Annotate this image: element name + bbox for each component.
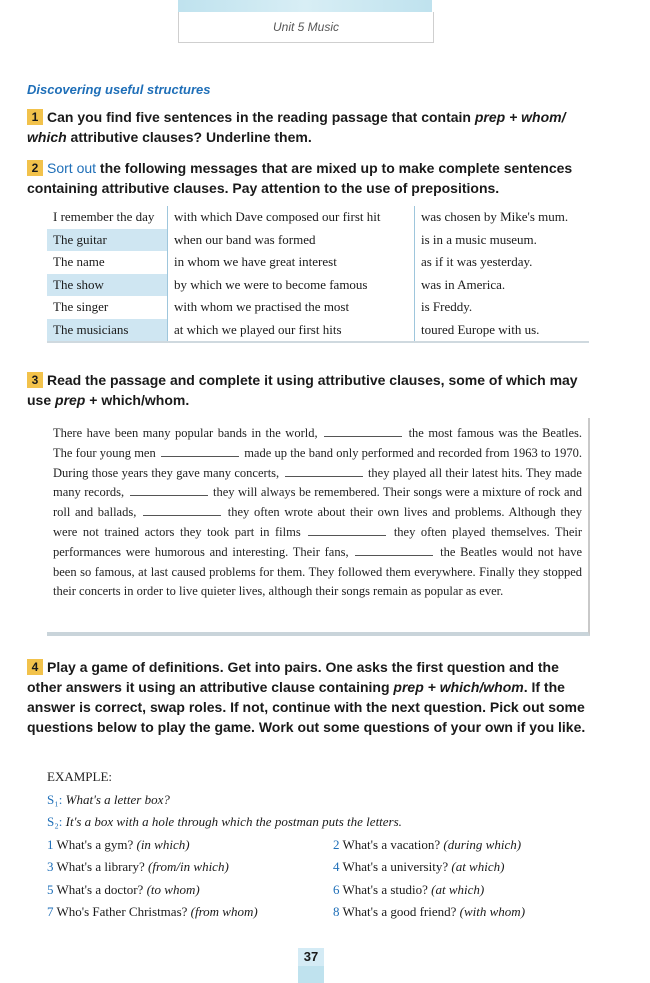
question-item: [47, 834, 333, 857]
task-3-text: Read the passage and complete it using attributive clauses, some of which may use: [27, 372, 578, 408]
table-cell: toured Europe with us.: [415, 319, 590, 343]
example-s2: [47, 811, 577, 834]
table-cell: The musicians: [47, 319, 168, 343]
blank-1[interactable]: [324, 424, 402, 437]
task-4-text-end: . If the answer is correct, swap roles. If not, continue with the next question. Pick out some questions below to play the game. Work out some questions of your own if you like.: [27, 679, 586, 735]
blank-2[interactable]: [161, 444, 239, 457]
table-cell: The show: [47, 274, 168, 297]
table-cell: The name: [53, 254, 105, 270]
task-2: [27, 158, 597, 198]
question-number: 5: [47, 881, 54, 897]
passage-text: they will always be remembered. Their songs were a mixture of rock and roll and ballads,: [53, 485, 582, 520]
question-number: 6: [333, 881, 340, 897]
passage-text: made up the band only performed and recorded from 1963 to 1970. During those years they gave many concerts,: [53, 445, 583, 480]
table-row: [47, 229, 589, 252]
question-text: What's a doctor?: [56, 881, 144, 897]
table-row: [47, 319, 589, 343]
table-row: [47, 251, 589, 274]
question-item: [333, 879, 577, 902]
task-3-italic: prep: [55, 392, 86, 408]
question-number: 1: [47, 836, 54, 852]
table-row: [47, 206, 589, 229]
page-number: 37: [298, 948, 324, 966]
question-hint: (from/in which): [148, 859, 229, 874]
blank-7[interactable]: [355, 543, 433, 556]
table-cell: at which we played our first hits: [168, 319, 415, 343]
question-text: Who's Father Christmas?: [56, 904, 188, 919]
question-text: What's a university?: [342, 859, 449, 874]
question-hint: (to whom): [146, 881, 200, 897]
question-item: [47, 856, 333, 879]
task-3-text-end: + which/whom.: [85, 392, 190, 408]
question-hint: (at which): [431, 881, 485, 897]
question-item: [47, 901, 333, 924]
table-cell: The guitar: [47, 229, 168, 252]
example-question: What's a letter box?: [65, 791, 170, 807]
speaker-label: S₂:: [47, 814, 63, 829]
table-cell: with which Dave composed our first hit: [168, 206, 415, 229]
table-row: [47, 296, 589, 319]
passage-text: the Beatles would not have been so famous, at last caused problems for them. They followed them everywhere. Finally they stopped their concerts in order to live quieter lives, although their songs remain as popular as ever.: [53, 544, 583, 599]
question-hint: (from whom): [190, 904, 258, 919]
example-label: EXAMPLE:: [47, 769, 112, 784]
question-list: [47, 834, 577, 924]
passage-text: they often wrote about their own lives and problems. Although they were not trained actors they took part in films: [53, 505, 582, 539]
table-cell: by which we were to become famous: [168, 274, 415, 297]
section-title: Discovering useful structures: [27, 82, 211, 97]
task-1-italic: prep + whom/ which: [27, 109, 566, 145]
task-3: [27, 370, 597, 410]
task-number-badge: 4: [27, 659, 43, 675]
table-cell: I remember the day: [53, 209, 155, 225]
table-cell: in whom we have great interest: [168, 251, 415, 274]
table-row: [47, 274, 589, 297]
unit-header: Unit 5 Music: [178, 12, 434, 43]
question-item: [333, 901, 577, 924]
task-number-badge: 2: [27, 160, 43, 176]
table-cell: is in a music museum.: [415, 229, 590, 252]
question-hint: (at which): [451, 859, 505, 874]
question-item: [47, 879, 333, 902]
page-number-band: [298, 966, 324, 983]
table-cell: is Freddy.: [415, 296, 590, 319]
question-text: What's a library?: [56, 859, 145, 874]
header-band: [178, 0, 432, 12]
passage-text: they played all their latest hits. They made many records,: [53, 465, 582, 500]
table-cell: was chosen by Mike's mum.: [415, 206, 590, 229]
table-cell: when our band was formed: [168, 229, 415, 252]
question-number: 4: [333, 859, 340, 874]
question-number: 8: [333, 904, 340, 919]
passage-text: There have been many popular bands in the world,: [53, 426, 318, 440]
task-number-badge: 3: [27, 372, 43, 388]
cloze-passage: [47, 418, 590, 636]
question-text: What's a gym?: [56, 836, 134, 852]
table-cell: with whom we practised the most: [168, 296, 415, 319]
speaker-label: S₁:: [47, 791, 63, 807]
question-item: [333, 856, 577, 879]
task-2-lead: Sort out: [47, 160, 97, 176]
task-4-text: Play a game of definitions. Get into pairs. One asks the first question and the other answers it using an attributive clause containing: [27, 659, 559, 695]
question-item: [333, 834, 577, 857]
example-answer: It's a box with a hole through which the postman puts the letters.: [65, 814, 402, 829]
sentence-parts-table: [47, 206, 589, 343]
blank-6[interactable]: [308, 523, 386, 536]
task-4: [27, 657, 593, 737]
table-cell: The singer: [53, 299, 109, 315]
task-number-badge: 1: [27, 109, 43, 125]
blank-3[interactable]: [285, 464, 363, 477]
blank-4[interactable]: [130, 483, 208, 496]
question-hint: (during which): [443, 836, 522, 852]
passage-text: the most famous was the Beatles. The four young men: [53, 426, 582, 460]
example-s1: [47, 789, 577, 812]
blank-5[interactable]: [143, 503, 221, 516]
task-2-text: the following messages that are mixed up to make complete sentences containing attributive clauses. Pay attention to the use of prepositions.: [27, 160, 573, 196]
question-text: What's a vacation?: [342, 836, 441, 852]
question-number: 2: [333, 836, 340, 852]
question-number: 3: [47, 859, 54, 874]
task-1-text: Can you find five sentences in the reading passage that contain: [47, 109, 475, 125]
table-cell: as if it was yesterday.: [415, 251, 590, 274]
task-1-text-end: attributive clauses? Underline them.: [66, 129, 312, 145]
question-hint: (with whom): [459, 904, 526, 919]
task-4-italic: prep + which/whom: [393, 679, 524, 695]
table-cell: was in America.: [415, 274, 590, 297]
task-1: [27, 107, 597, 147]
question-number: 7: [47, 904, 54, 919]
passage-text: they often played themselves. Their performances were humorous and interesting. Their fans,: [53, 524, 583, 559]
example-block: [47, 766, 577, 924]
question-text: What's a studio?: [342, 881, 428, 897]
question-hint: (in which): [136, 836, 190, 852]
question-text: What's a good friend?: [342, 904, 457, 919]
